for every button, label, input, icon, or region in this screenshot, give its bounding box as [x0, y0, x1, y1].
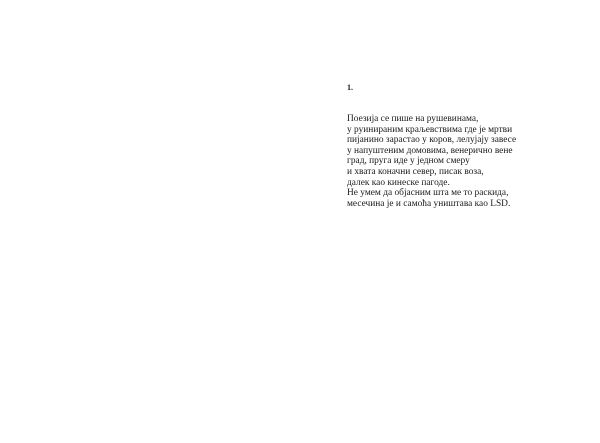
poem-line: у напуштеним домовима, венерично вене — [347, 145, 513, 156]
poem-number: 1. — [347, 83, 353, 92]
poem-line: у руинираним краљевствима где је мртви — [347, 124, 513, 135]
poem-line: Не умем да објасним шта ме то раскида, — [347, 188, 509, 199]
poem-line: месечина је и самоћа уништава као LSD. — [347, 198, 511, 209]
poem-line: град, пруга иде у једном смеру — [347, 156, 470, 167]
poem-stanza — [347, 114, 592, 209]
poem-line: Поезија се пише на рушевинама, — [347, 114, 479, 124]
poem-line: пијанино зарастао у коров, лелујају завесе — [347, 135, 517, 146]
poem-line: и хвата коначни север, писак воза, — [347, 166, 484, 177]
poem-line: далек као кинеске пагоде. — [347, 177, 450, 188]
